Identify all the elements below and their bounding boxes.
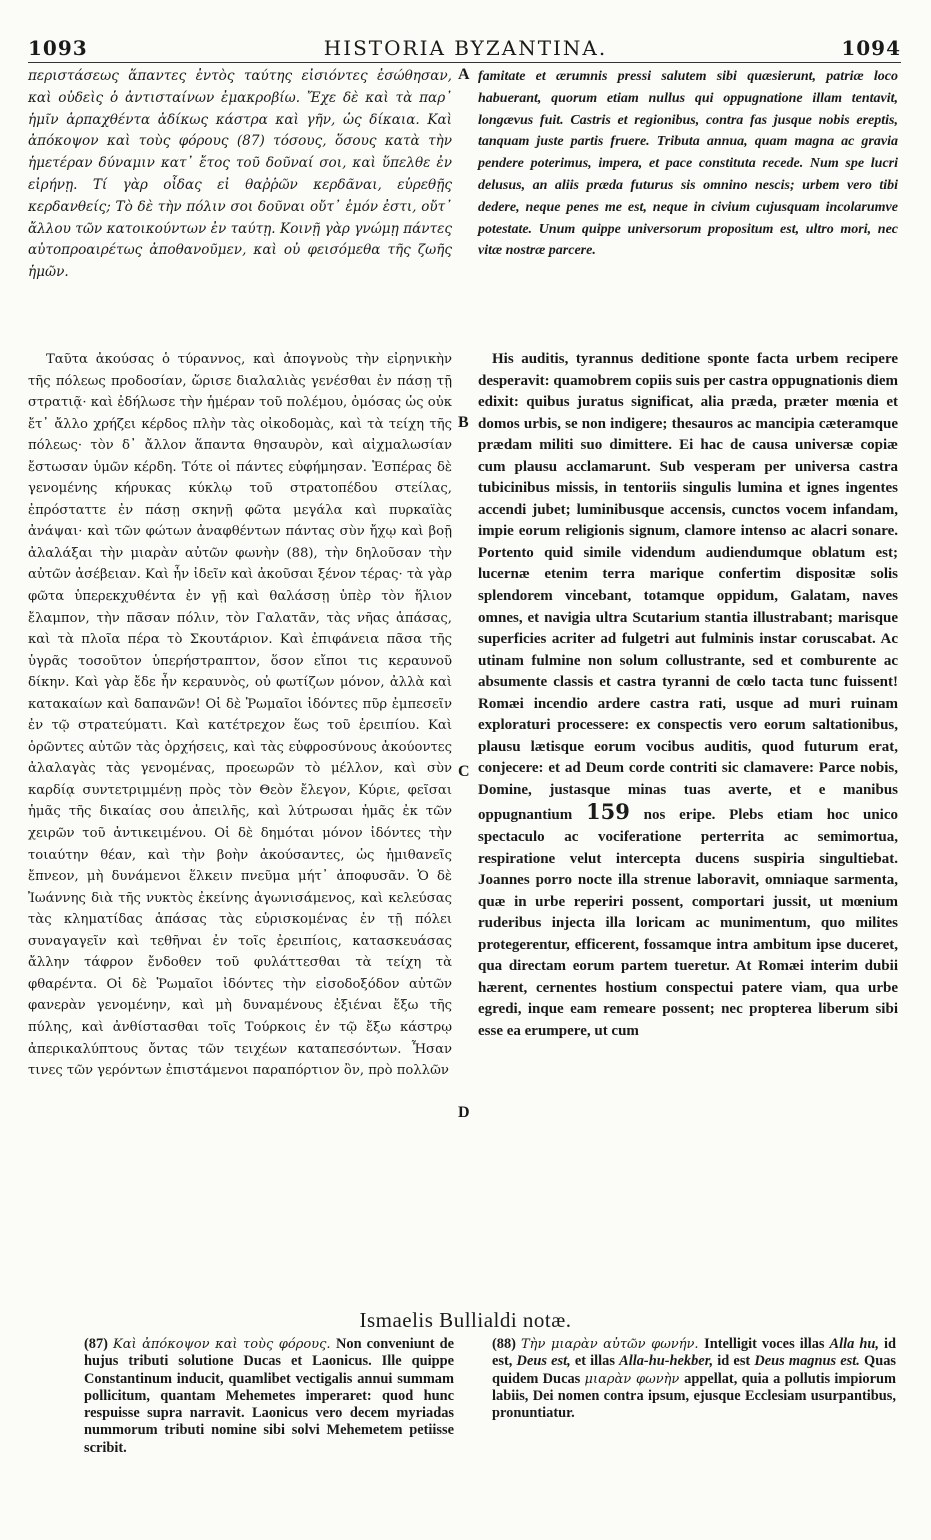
page-number-right: 1094 (841, 36, 901, 60)
footnote-88-text-f: appellat, quia a pollutis impiorum labiis, Dei nomen contra ipsum, ejusque Ecclesiam usurpantibus, pronuntiatur. (492, 1370, 896, 1422)
footnote-87-text: Non conveniunt de hujus tributi solutione Ducas et Laonicus. Ille quippe Constantinum inducit, quamlibet vectigalis annui summam pollicitum, quantam Mehemetes imperaret: quod hunc respuisse supra narravit. Laonicus vero decem myriadas nummorum tributi nomine sibi solvi Mehemetem petiisse scribit. (84, 1336, 454, 1456)
latin-body-part-1: His auditis, tyrannus deditione sponte facta urbem recipere desperavit: quamobrem copiis suis per castra oppugnationis diem edixit: quibus juratus significat, alia præda, præter mœnia et domos urbis, se non indigere; thesauros ac mancipia cæteramque prædam militi suo dimittere. Ei hac de causa universæ copiæ cum plausu acclamarunt. Sub vesperam per universa castra tubicinibus missis, in tentoriis singulis lumina et ignes ingentes accendi jubet; luminibusque accensis, cunctos vocem infandam, impie eorum religionis signum, clamore intenso ac alacri sonare. Portento quid simile videndum audiendumque oblatum est; lucernæ etenim terra marique confertim dispositæ solis splendorem vincebant, totamque oppidum, Galatam, naves omnes, et navigia ultra Scutarium stantia illustrabant; marisque superficies acriter ad fulgetri aut fulminis instar coruscabat. Ac utinam fulmine non solum collustrante, sed et comburente ac absumente classis et castra tyranni de cœlo tacta tunc fuissent! Romæi incendio ardere castra rati, usque ad muri ruinam exploraturi processere: ex conspectis vero eorum saltationibus, plausu lætisque eorum vocibus auditis, quod futurum erat, conjecere: et ad Deum corde contriti sic clamavere: Parce nobis, Domine, justasque minas tuas averte, et e manibus oppugnantium (478, 351, 898, 824)
margin-marker-a: A (458, 66, 470, 83)
footnote-88-text-c: et illas (574, 1353, 620, 1370)
footnote-88-italic-c: Alla-hu-hekber, (619, 1353, 718, 1370)
footnote-88-text-d: id est (717, 1353, 755, 1370)
footnote-88 (492, 1336, 896, 1422)
footnote-87 (84, 1336, 454, 1457)
footnote-87-ref: (87) (84, 1336, 113, 1352)
footnote-88-ref: (88) (492, 1336, 522, 1352)
greek-speech-paragraph: περιστάσεως ἅπαντες ἐντὸς ταύτης εἰσιόντες ἐσώθησαν, καὶ οὐδεὶς ὁ ἀντισταίνων ἐμακροβίω. Ἔχε δὲ καὶ τὰ παρ᾽ ἡμῖν ἁρπαχθέντα ἀδίκως κάστρα καὶ γῆν, ὡς δίκαια. Καὶ ἀπόκοψον καὶ τοὺς φόρους (87) τόσους, ὅσους κατὰ τὴν ἡμετέραν δύναμιν κατ᾽ ἔτος τοῦ δοῦναί σοι, καὶ ὕπελθε ἐν εἰρήνῃ. Τί γὰρ οἶδας εἰ θαῤῥῶν κερδᾶναι, εὑρεθῇς κερδανθείς; Τὸ δὲ τὴν πόλιν σοι δοῦναι οὔτ᾽ ἐμόν ἐστι, οὔτ᾽ ἄλλου τῶν κατοικούντων ἐν ταύτῃ. Κοινῇ γὰρ γνώμῃ πάντες αὐτοπροαιρέτως ἀποθανοῦμεν, καὶ οὐ φεισόμεθα τῆς ζωῆς ἡμῶν. (28, 68, 452, 281)
footnote-88-text-a: Intelligit voces illas (704, 1336, 830, 1352)
footnote-88-italic-d: Deus magnus est. (754, 1353, 865, 1370)
margin-marker-c: C (458, 763, 470, 780)
margin-marker-b: B (458, 414, 469, 431)
margin-marker-d: D (458, 1104, 470, 1121)
latin-speech-paragraph: famitate et ærumnis pressi salutem sibi quæsierunt, patriæ loco habuerant, quorum etiam nullus qui oppugnatione illam tentavit, longævus fuit. Castris et regionibus, contra fas jusque nobis ereptis, tanquam juste partis fruere. Tributa annua, quam magna ac gravia pendere poterimus, impera, et pace constituta recede. Num spe lucri delusus, an aliis præda futurus sis omnino nescis; urbem vero tibi dedere, neque penes me est, neque in civium cujusquam incolarumve potestate. Unum quippe universorum propositum est, ultro mori, nec vitæ nostræ parcere. (478, 69, 898, 259)
footnote-88-italic-a: Alla hu, (829, 1336, 884, 1352)
latin-narrative-paragraph (478, 349, 898, 1043)
footnote-88-italic-b: Deus est, (516, 1353, 575, 1370)
footnote-88-greek: Τὴν μιαρὰν αὐτῶν φωνήν. (521, 1337, 705, 1352)
inline-page-number: 159 (586, 799, 630, 825)
footnote-88-greek-b: μιαρὰν φωνὴν (584, 1371, 685, 1387)
footnote-88-text-e: Quas quidem Ducas (492, 1353, 897, 1387)
footnote-88-text-b: id est, (492, 1336, 897, 1370)
notes-title: Ismaelis Bullialdi notæ. (359, 1308, 572, 1332)
page-number-left: 1093 (28, 36, 88, 60)
header-rule (28, 62, 901, 63)
running-title: HISTORIA BYZANTINA. (323, 36, 608, 60)
greek-narrative-paragraph: Ταῦτα ἀκούσας ὁ τύραννος, καὶ ἀπογνοὺς τὴν εἰρηνικὴν τῆς πόλεως προδοσίαν, ὥρισε διαλαλιὰς γενέσθαι ἐν πάσῃ τῇ στρατιᾷ· καὶ ἐδήλωσε τὴν ἡμέραν τοῦ πολέμου, ὀμόσας ὡς οὐκ ἔτ᾽ ἄλλο χρήζει κέρδος πλὴν τὰς οἰκοδομὰς, καὶ τὰ τείχη τῆς πόλεως· τὸν δ᾽ ἄλλον ἅπαντα θησαυρὸν, καὶ αἰχμαλωσίαν ἔστωσαν ὑμῶν κέρδη. Τότε οἱ πάντες εὐφήμησαν. Ἑσπέρας δὲ γενομένης κήρυκας κύκλῳ τοῦ στρατοπέδου στείλας, ἐπρόσταττε ἐν πάσῃ σκηνῇ φῶτα μεγάλα καὶ πυρκαϊὰς ἀνάψαι· καὶ τῶν φώτων ἀναφθέντων πάντας σὺν ἤχῳ καὶ βοῇ ἀλαλάξαι τὴν μιαρὰν αὐτῶν φωνὴν (88), τὴν δηλοῦσαν τὴν αὐτῶν ἀσέβειαν. Καὶ ἦν ἰδεῖν καὶ ἀκοῦσαι ξένον τέρας· τὰ γὰρ φῶτα ὑπερεκχυθέντα ἐν γῇ καὶ θαλάσσῃ ὑπὲρ τὸν ἥλιον ἔλαμπον, τὴν πᾶσαν πόλιν, τὸν Γαλατᾶν, τὰς νῆας ἁπάσας, καὶ τὰ πλοῖα πέρα τὸ Σκουτάριον. Καὶ ἐπιφάνεια πᾶσα τῆς ὑγρᾶς τοσοῦτον ὑπερήστραπτον, ὅσον εἴποι τις κεραυνοῦ δίκην. Καὶ γὰρ ἔδε ἦν κεραυνὸς, οὐ φωτίζων μόνον, ἀλλὰ καὶ κατακαίων καὶ δαπανῶν! Οἱ δὲ Ῥωμαῖοι ἰδόντες πῦρ ἐμπεσεῖν ἐν τῷ στρατεύματι. Καὶ κατέτρεχον ἕως τοῦ ἐρειπίου. Καὶ ὁρῶντες αὐτῶν τὰς ὀρχήσεις, καὶ τὰς εὐφροσύνους ἀκούοντες ἀλαλαγὰς τὰς γενομένας, προεωρῶν τὸ μέλλον, καὶ σὺν καρδίᾳ συντετριμμένῃ πρὸς τὸν Θεὸν ἔλεγον, Κύριε, φεῖσαι ἡμᾶς τῆς δικαίας σου ἀπειλῆς, καὶ λύτρωσαι ἡμᾶς ἐκ τῶν χειρῶν τοῦ ἀντικειμένου. Οἱ δὲ δημόται μόνον ἰδόντες τὴν τοιαύτην θέαν, καὶ τὴν βοὴν ἀκούσαντες, ὡς ἡμιθανεῖς ἔπνεον, μὴ δυνάμενοι ἕλκειν πνεῦμα μήτ᾽ ἀποφυσᾶν. Ὁ δὲ Ἰωάννης διὰ τῆς νυκτὸς ἐκείνης ἀγωνισάμενος, καὶ κελεύσας τὰς κληματίδας ἁπάσας τὰς εὑρισκομένας ἐν τῇ πόλει συναγαγεῖν καὶ τεθῆναι ἐν τοῖς ἐρειπίοις, κατασκευάσας ἄλλην τάφρον ἔνδοθεν τοῦ φυλάττεσθαι τὰ τείχη τὰ φθαρέντα. Οἱ δὲ Ῥωμαῖοι ἰδόντες τὴν εἰσοδοξόδον αὐτῶν φανερὰν γενομένην, καὶ μὴ δυναμένους ἐξιέναι ἔξω τῆς πύλης, καὶ ἀνθίστασθαι τοῖς Τούρκοις ἐν τῷ ἔξω κάστρῳ ἀπερικαλύπτους ὄντας τῶν τειχέων καταπεσόντων. Ἦσαν τινες τῶν γερόντων ἐπιστάμενοι παραπόρτιον ὂν, πρὸ πολλῶν (28, 352, 452, 1079)
latin-body-part-2: nos eripe. Plebs etiam hoc unico spectaculo ac vociferatione perterrita ac semimortua, respiratione velut intercepta ducens suspiria singultiebat. Joannes porro nocte illa strenue laboravit, omniaque sarmenta, quæ in urbe reperiri possent, comportari jussit, ut mœnium ruderibus injecta illa loricam ac munimentum, quo milites protegerentur, efficerent, fossamque intra ambitum ipse duceret, qua directam eorum partem tueretur. At Romæi interim dubii hærent, cernentes hostium conspectui patere viam, qua urbe egredi, inque eam remeare possent; nec propterea liberum sibi esse ea erumpere, ut cum (478, 807, 899, 1039)
footnote-87-greek: Καὶ ἀπόκοψον καὶ τοὺς φόρους. (112, 1337, 337, 1352)
